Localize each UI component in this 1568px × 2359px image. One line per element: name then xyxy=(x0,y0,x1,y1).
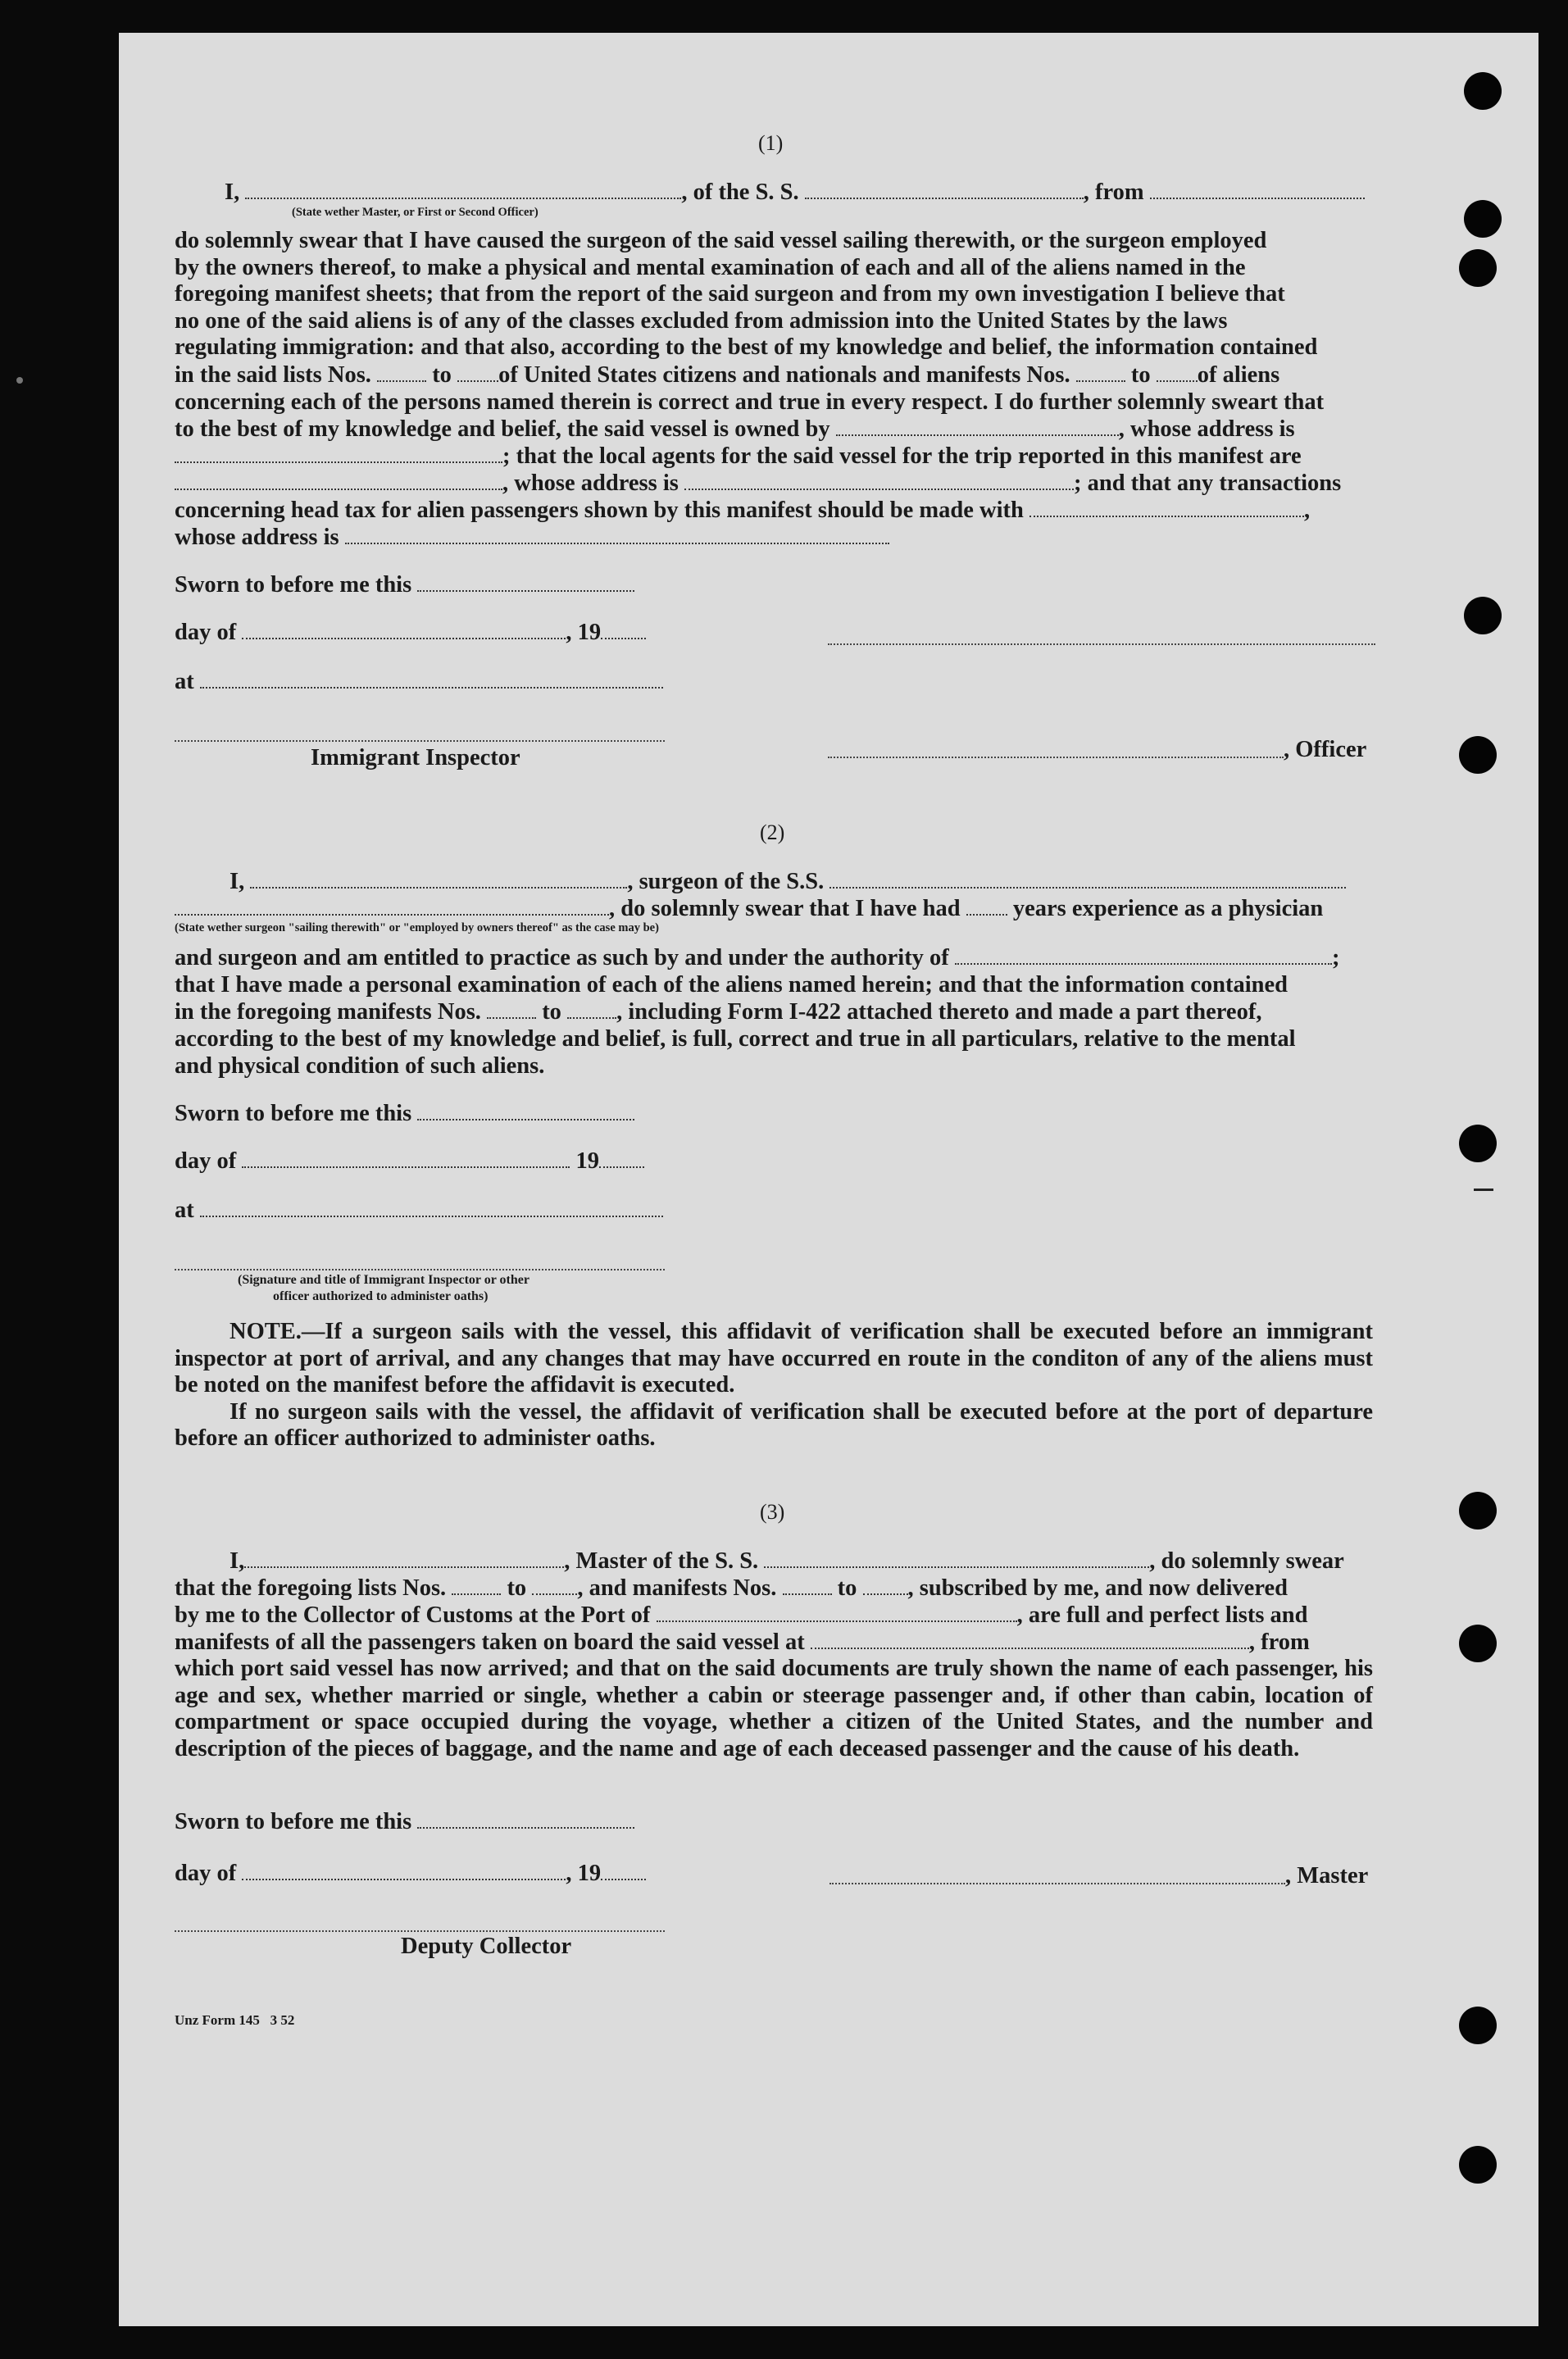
punch-hole xyxy=(1459,736,1497,774)
section-2-line-1: I, , surgeon of the S.S. xyxy=(230,868,1346,895)
section-1-line-9: to the best of my knowledge and belief, the said vessel is owned by , whose address is xyxy=(175,416,1295,442)
year-blank[interactable] xyxy=(601,1879,646,1880)
section-3-heading: (3) xyxy=(760,1500,785,1524)
section-2-line-5: in the foregoing manifests Nos. to , including Form I-422 attached thereto and made a part thereof, xyxy=(175,999,1262,1025)
embarkation-port-blank[interactable] xyxy=(811,1648,1249,1649)
list-to-blank[interactable] xyxy=(532,1593,577,1595)
local-agent-blank[interactable] xyxy=(175,489,502,490)
master-label: , Master xyxy=(1285,1863,1369,1889)
vessel-name-blank[interactable] xyxy=(805,198,1084,199)
punch-hole xyxy=(1459,1492,1497,1529)
surgeon-vessel-blank[interactable] xyxy=(829,887,1346,889)
year-blank[interactable] xyxy=(601,638,646,639)
section-1-body: do solemnly swear that I have caused the surgeon of the said vessel sailing therewith, or the surgeon employed by the owners thereof, to make a physical and mental examination of each and all of the aliens named in the foregoing manifest sheets; that from the report of the said surgeon and from my own investigation I believe that no one of the said aliens is of any of the classes excluded from admission into the United States by the laws regulating immigration: and that also, according to the best of my knowledge and belief, the information contained xyxy=(175,228,1318,360)
section-1-line-1: I, , of the S. S. , from xyxy=(225,179,1365,206)
year-blank[interactable] xyxy=(599,1166,644,1168)
section-3-line-3: by me to the Collector of Customs at the Port of , are full and perfect lists and xyxy=(175,1602,1308,1628)
signature-note-2: officer authorized to administer oaths) xyxy=(273,1289,489,1303)
sworn-date-blank[interactable] xyxy=(417,1827,634,1829)
section-2-heading: (2) xyxy=(760,820,785,844)
section-1-at: at xyxy=(175,668,663,695)
vessel-name-blank[interactable] xyxy=(764,1566,1149,1568)
section-1-line-8: concerning each of the persons named therein is correct and true in every respect. I do further solemnly sweart that xyxy=(175,389,1325,415)
form-number: Unz Form 145 3 52 xyxy=(175,2012,295,2028)
month-blank[interactable] xyxy=(242,1166,570,1168)
section-1-line-7: in the said lists Nos. to of United States citizens and nationals and manifests Nos. to of aliens xyxy=(175,362,1280,388)
punch-hole xyxy=(1459,2007,1497,2044)
manifest-from-blank[interactable] xyxy=(783,1593,832,1595)
sworn-date-blank[interactable] xyxy=(417,1119,634,1120)
section-3-day-of: day of , 19 xyxy=(175,1860,646,1887)
signature-note-1: (Signature and title of Immigrant Inspector or other xyxy=(238,1273,529,1287)
list-no-to-blank[interactable] xyxy=(457,380,498,382)
deputy-collector-label: Deputy Collector xyxy=(401,1934,572,1959)
section-3-line-1: I, , Master of the S. S. , do solemnly swear xyxy=(230,1548,1344,1574)
inspector-signature-line[interactable] xyxy=(175,1269,665,1270)
surgeon-status-blank[interactable] xyxy=(175,914,609,916)
sworn-date-blank[interactable] xyxy=(417,590,634,592)
section-2-line-3: and surgeon and am entitled to practice as such by and under the authority of ; xyxy=(175,945,1340,970)
master-name-blank[interactable] xyxy=(244,1566,564,1568)
manifest-no-to-blank[interactable] xyxy=(1157,380,1198,382)
section-2-line-7: and physical condition of such aliens. xyxy=(175,1053,545,1079)
punch-hole xyxy=(1464,200,1502,238)
head-tax-party-blank[interactable] xyxy=(1029,516,1304,517)
manifest-to-blank[interactable] xyxy=(863,1593,908,1595)
note-paragraph: NOTE.—If a surgeon sails with the vessel, this affidavit of verification shall be executed before an immigrant inspector at port of arrival, and any changes that may have occurred en route in the conditon of any of the aliens must be noted on the manifest before the affidavit is executed. If no surgeon sails with the vessel, the affidavit of verification shall be executed before at the port of departure before an officer authorized to administer oaths. xyxy=(175,1319,1373,1451)
list-from-blank[interactable] xyxy=(452,1593,501,1595)
section-1-line-10: ; that the local agents for the said vessel for the trip reported in this manifest are xyxy=(175,443,1302,470)
officer-rank-note: (State wether Master, or First or Second Officer) xyxy=(292,206,539,219)
section-2-sworn: Sworn to before me this xyxy=(175,1100,634,1127)
month-blank[interactable] xyxy=(242,638,566,639)
section-2-at: at xyxy=(175,1197,663,1224)
collector-signature-line[interactable] xyxy=(175,1930,665,1932)
section-1-sworn: Sworn to before me this xyxy=(175,571,634,598)
agent-address-blank[interactable] xyxy=(684,489,1074,490)
punch-hole xyxy=(1464,72,1502,110)
authority-blank[interactable] xyxy=(955,963,1332,965)
section-1-line-13: whose address is xyxy=(175,524,889,551)
month-blank[interactable] xyxy=(242,1879,566,1880)
port-blank[interactable] xyxy=(657,1620,1017,1622)
list-no-from-blank[interactable] xyxy=(377,380,426,382)
section-3-line-4: manifests of all the passengers taken on board the said vessel at , from xyxy=(175,1629,1310,1655)
years-experience-blank[interactable] xyxy=(966,914,1007,916)
punch-hole xyxy=(1464,597,1502,634)
owner-address-blank[interactable] xyxy=(175,461,502,463)
section-3-line-2: that the foregoing lists Nos. to , and manifests Nos. to , subscribed by me, and now delivered xyxy=(175,1575,1288,1601)
officer-label: , Officer xyxy=(1284,737,1367,762)
punch-hole xyxy=(1459,2146,1497,2184)
manifest-from-blank[interactable] xyxy=(487,1017,536,1019)
manifest-to-blank[interactable] xyxy=(567,1017,616,1019)
place-blank[interactable] xyxy=(200,687,663,689)
section-1-heading: (1) xyxy=(758,131,784,155)
officer-rank-blank[interactable] xyxy=(245,198,681,199)
from-port-blank[interactable] xyxy=(1150,198,1365,199)
place-blank[interactable] xyxy=(200,1216,663,1217)
scan-mark xyxy=(16,377,23,384)
section-2-line-4: that I have made a personal examination of each of the aliens named herein; and that the information contained xyxy=(175,972,1288,998)
section-2-line-6: according to the best of my knowledge and belief, is full, correct and true in all particulars, relative to the mental xyxy=(175,1026,1296,1052)
inspector-signature-line[interactable] xyxy=(175,740,665,742)
immigrant-inspector-label: Immigrant Inspector xyxy=(311,745,520,770)
punch-hole xyxy=(1459,1625,1497,1662)
manifest-no-from-blank[interactable] xyxy=(1076,380,1125,382)
section-1-line-12: concerning head tax for alien passengers shown by this manifest should be made with , xyxy=(175,498,1311,523)
surgeon-name-blank[interactable] xyxy=(250,887,627,889)
scan-mark xyxy=(1474,1189,1493,1191)
punch-hole xyxy=(1459,249,1497,287)
master-signature-line[interactable] xyxy=(828,643,1375,645)
section-1-day-of: day of , 19 xyxy=(175,619,646,646)
section-2-line-2: , do solemnly swear that I have had years experience as a physician xyxy=(175,895,1323,922)
section-3-body: which port said vessel has now arrived; and that on the said documents are truly shown the name of each passenger, his age and sex, whether married or single, whether a cabin or steerage passenger and, if other than cabin, location of compartment or space occupied during the voyage, whether a citizen of the United States, and the number and description of the pieces of baggage, and the name and age of each deceased passenger and the cause of his death. xyxy=(175,1656,1373,1761)
owner-blank[interactable] xyxy=(836,434,1119,436)
section-3-sworn: Sworn to before me this xyxy=(175,1808,634,1835)
section-1-line-11: , whose address is ; and that any transactions xyxy=(175,470,1341,497)
surgeon-status-note: (State wether surgeon "sailing therewith" or "employed by owners thereof" as the case may be) xyxy=(175,921,659,934)
master-signature-line[interactable] xyxy=(829,1883,1285,1884)
punch-hole xyxy=(1459,1125,1497,1162)
head-tax-address-blank[interactable] xyxy=(345,543,889,544)
section-2-day-of: day of 19 xyxy=(175,1148,644,1175)
officer-signature-line[interactable] xyxy=(828,757,1284,758)
